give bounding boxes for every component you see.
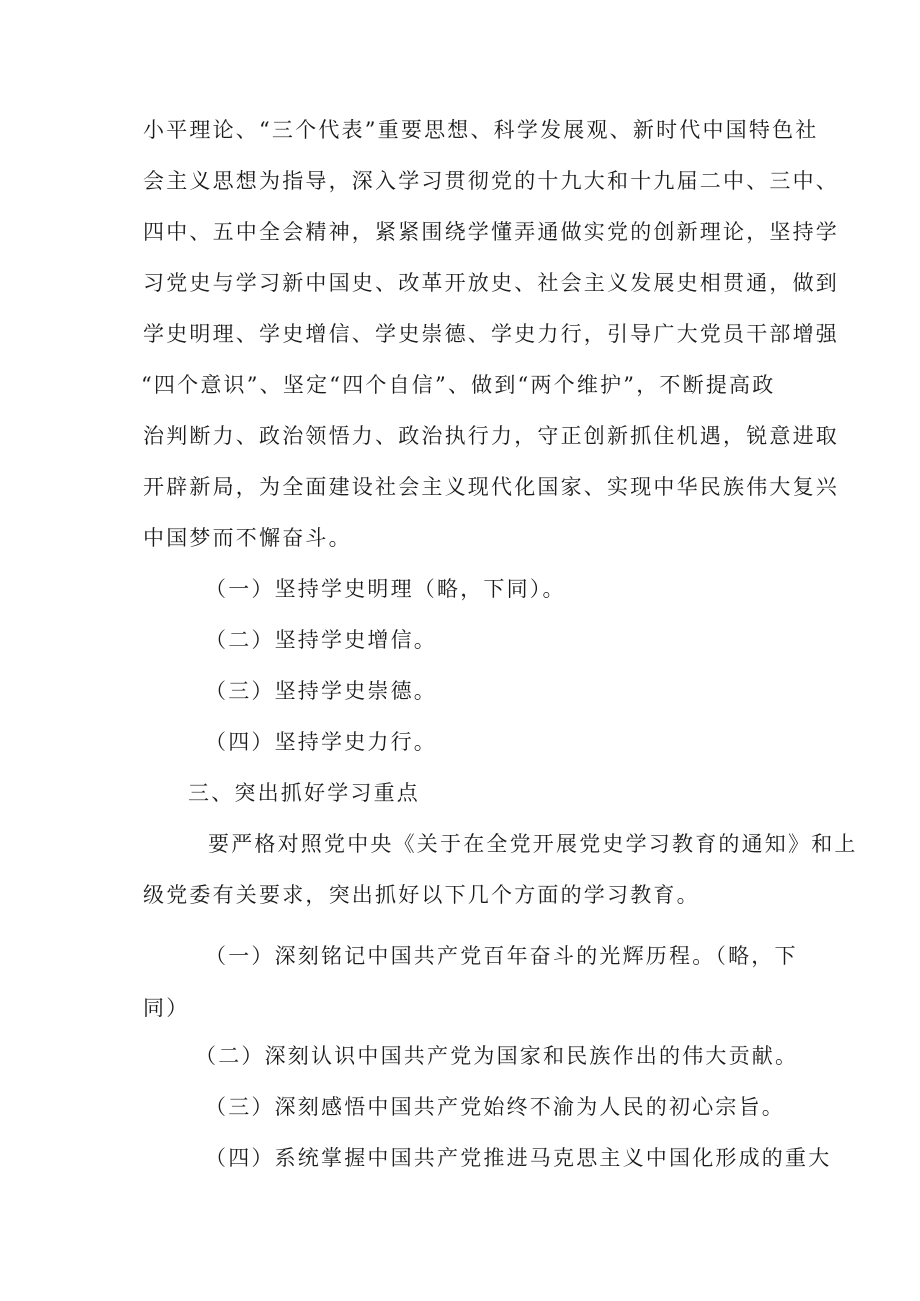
principle-item: （二）坚持学史增信。 — [205, 628, 437, 652]
focus-item-continuation: 同） — [143, 996, 190, 1020]
paragraph-line: 要严格对照党中央《关于在全党开展党史学习教育的通知》和上 — [208, 832, 858, 856]
paragraph-line: 中国梦而不懈奋斗。 — [143, 526, 352, 550]
paragraph-line: 开辟新局，为全面建设社会主义现代化国家、实现中华民族伟大复兴 — [143, 475, 839, 499]
paragraph-line: “四个意识”、坚定“四个自信”、做到“两个维护”，不断提高政 — [141, 373, 776, 397]
focus-item: （三）深刻感悟中国共产党始终不渝为人民的初心宗旨。 — [205, 1095, 785, 1119]
principle-item: （三）坚持学史崇德。 — [205, 679, 437, 703]
principle-item: （四）坚持学史力行。 — [205, 730, 437, 754]
paragraph-line: 会主义思想为指导，深入学习贯彻党的十九大和十九届二中、三中、 — [143, 169, 839, 193]
focus-item: （四）系统掌握中国共产党推进马克思主义中国化形成的重大 — [205, 1146, 832, 1170]
paragraph-line: 小平理论、“三个代表”重要思想、科学发展观、新时代中国特色社 — [143, 118, 819, 142]
section-heading: 三、突出抓好学习重点 — [188, 781, 420, 805]
focus-item: （一）深刻铭记中国共产党百年奋斗的光辉历程。（略，下 — [205, 944, 798, 968]
principle-item: （一）坚持学史明理（略，下同）。 — [205, 577, 566, 601]
paragraph-line: 治判断力、政治领悟力、政治执行力，守正创新抓住机遇，锐意进取 — [143, 424, 839, 448]
paragraph-line: 学史明理、学史增信、学史崇德、学史力行，引导广大党员干部增强 — [143, 322, 839, 346]
focus-item: （二）深刻认识中国共产党为国家和民族作出的伟大贡献。 — [195, 1044, 799, 1068]
paragraph-line: 习党史与学习新中国史、改革开放史、社会主义发展史相贯通，做到 — [143, 271, 839, 295]
paragraph-line: 四中、五中全会精神，紧紧围绕学懂弄通做实党的创新理论，坚持学 — [143, 220, 839, 244]
paragraph-line: 级党委有关要求，突出抓好以下几个方面的学习教育。 — [143, 883, 700, 907]
